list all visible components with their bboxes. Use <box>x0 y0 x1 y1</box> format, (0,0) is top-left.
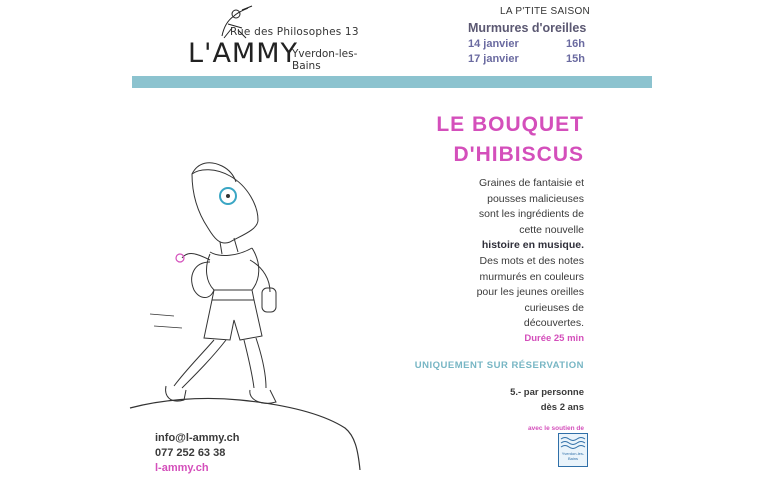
character-illustration <box>130 150 430 470</box>
desc-line: Des mots et des notes <box>479 254 584 267</box>
show-title-line-2: D'HIBISCUS <box>453 143 584 166</box>
logo-name: L'AMMY <box>188 38 299 69</box>
waves-icon <box>559 436 587 450</box>
desc-line: curieuses de <box>524 301 584 314</box>
reservation-note: UNIQUEMENT SUR RÉSERVATION <box>414 360 584 371</box>
desc-line: pour les jeunes oreilles <box>476 286 584 299</box>
series-title: Murmures d'oreilles <box>468 21 587 35</box>
desc-highlight: histoire en musique. <box>481 239 584 252</box>
price-info <box>510 385 584 415</box>
contact-block <box>155 431 239 476</box>
show-description <box>432 176 584 332</box>
desc-line: cette nouvelle <box>519 223 584 236</box>
sponsor-logo-text: Yverdon-les-Bains <box>561 451 585 461</box>
contact-website[interactable]: l-ammy.ch <box>155 462 209 474</box>
date-1-day: 14 janvier <box>468 38 519 50</box>
contact-email[interactable]: info@l-ammy.ch <box>155 432 240 444</box>
logo <box>188 6 378 70</box>
desc-line: pousses malicieuses <box>487 192 584 205</box>
show-title <box>436 110 584 170</box>
desc-line: Graines de fantaisie et <box>478 177 584 189</box>
desc-line: sont les ingrédients de <box>478 208 584 221</box>
date-2-time: 15h <box>566 53 585 65</box>
desc-line: découvertes. <box>523 317 584 330</box>
logo-street: Rue des Philosophes 13 <box>230 26 359 38</box>
price: 5.- par personne <box>510 387 584 398</box>
age: dès 2 ans <box>540 402 584 413</box>
duration: Durée 25 min <box>524 333 584 344</box>
logo-city: Yverdon-les-Bains <box>292 48 358 72</box>
divider-bar <box>132 76 652 88</box>
date-1-time: 16h <box>566 38 585 50</box>
sponsor-logo <box>558 433 588 467</box>
support-label: avec le soutien de <box>528 425 584 432</box>
desc-line: murmurés en couleurs <box>479 270 584 283</box>
desc-line-bold <box>432 238 584 254</box>
contact-phone[interactable]: 077 252 63 38 <box>155 447 226 459</box>
season-label: LA P'TITE SAISON <box>500 6 591 17</box>
show-title-line-1: LE BOUQUET <box>436 113 584 136</box>
date-2-day: 17 janvier <box>468 53 519 65</box>
